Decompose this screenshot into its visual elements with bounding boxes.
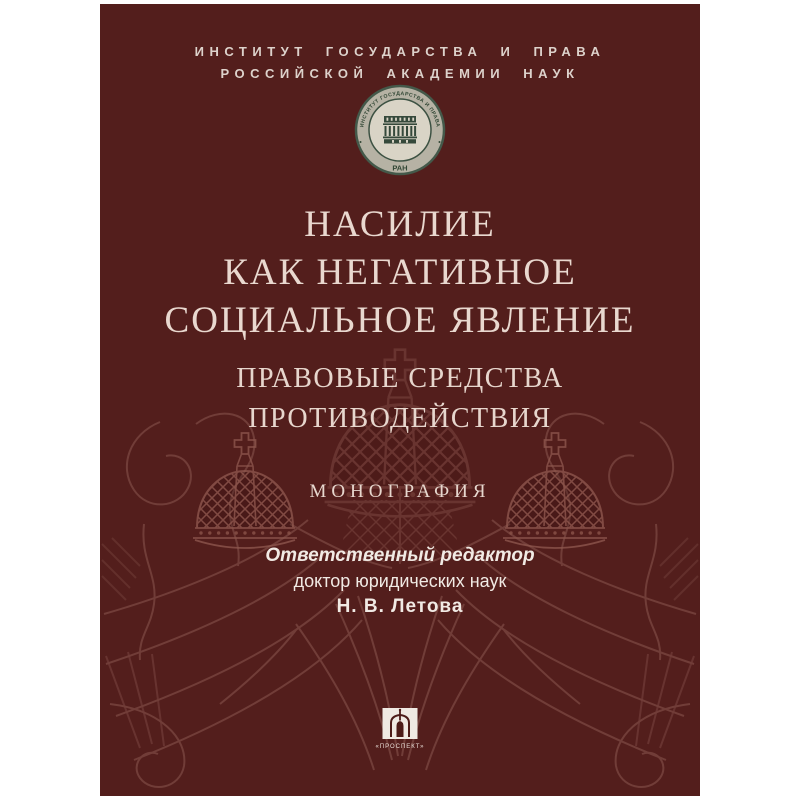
title-line: НАСИЛИЕ [304,204,496,245]
institute-line-2: РОССИЙСКОЙ АКАДЕМИИ НАУК [220,66,580,81]
seal-acronym: РАН [392,163,408,173]
institute-header [100,41,700,85]
ran-seal [354,84,446,176]
book-title [100,201,700,345]
subtitle-line: ПРАВОВЫЕ СРЕДСТВА [236,363,564,394]
institute-line-1: ИНСТИТУТ ГОСУДАРСТВА И ПРАВА [194,44,606,59]
subtitle-line: ПРОТИВОДЕЙСТВИЯ [248,403,552,434]
book-cover [100,4,700,796]
prospekt-emblem-icon [380,707,420,743]
editor-degree: доктор юридических наук [293,571,507,591]
book-subtitle [100,359,700,439]
editor-name: Н. В. Летова [336,596,464,617]
genre-label: МОНОГРАФИЯ [309,481,491,502]
publisher-block [100,707,700,750]
seal-ring-text: ИНСТИТУТ ГОСУДАРСТВА И ПРАВА [359,90,441,128]
title-line: КАК НЕГАТИВНОЕ [223,252,577,293]
editor-block [100,545,700,618]
editor-role: Ответственный редактор [265,545,535,566]
publisher-name: «ПРОСПЕКТ» [375,744,425,750]
title-line: СОЦИАЛЬНОЕ ЯВЛЕНИЕ [164,300,636,341]
